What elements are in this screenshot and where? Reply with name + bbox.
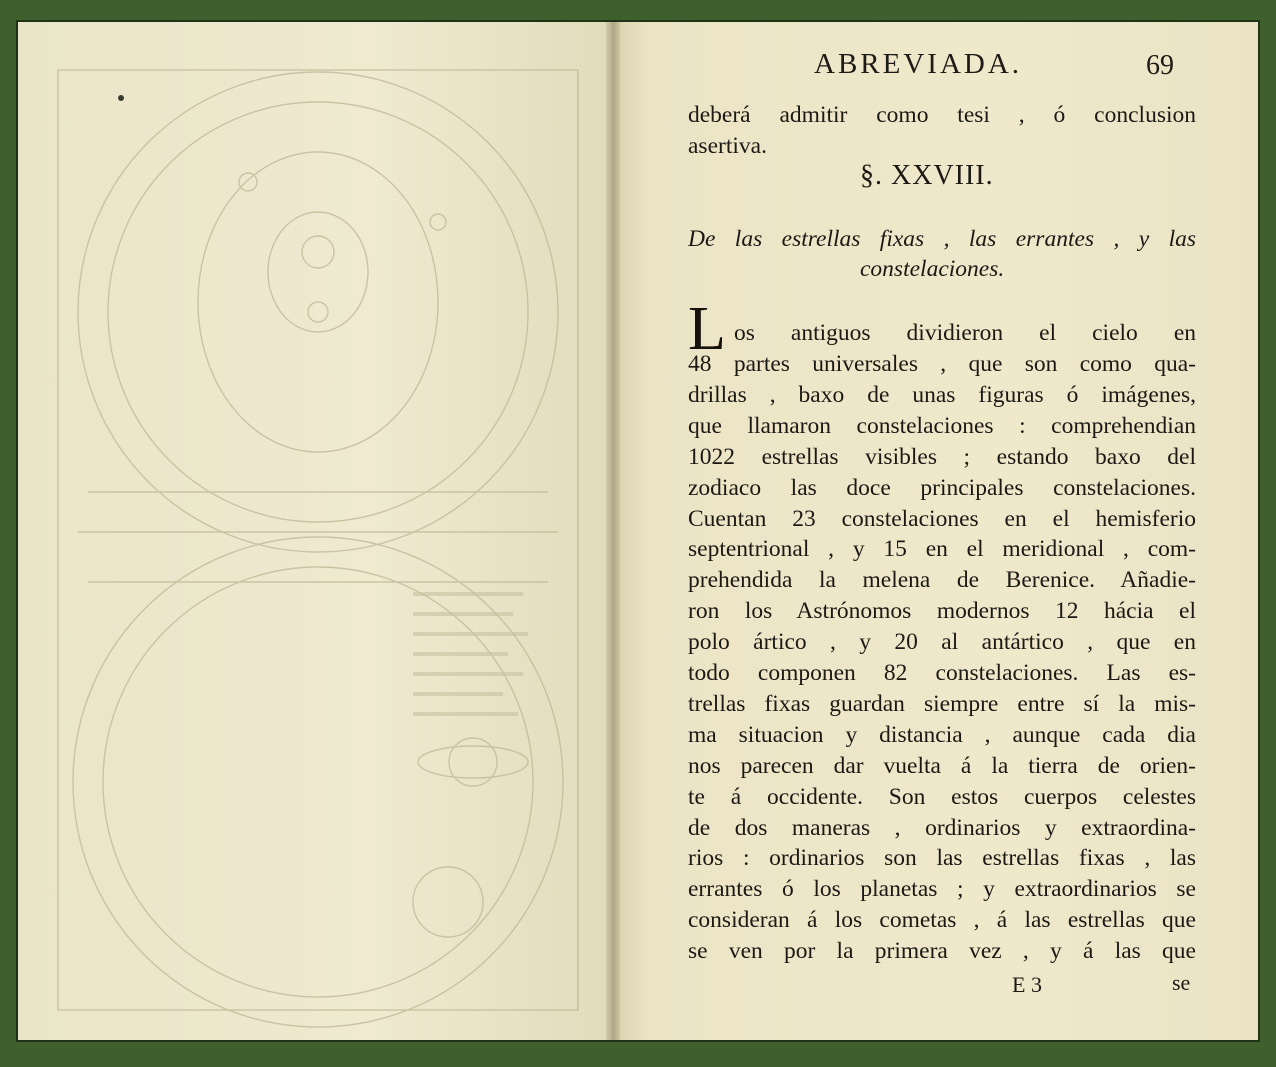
text-line: septentrional , y 15 en el meridional , com- [688,536,1196,563]
paragraph-first-line: os antiguos dividieron el cielo en [734,320,1196,346]
text-line: rios : ordinarios son las estrellas fixas , las [688,845,1196,872]
text-line: ma situacion y distancia , aunque cada dia [688,721,1196,748]
text-line: ron los Astrónomos modernos 12 hácia el [688,598,1196,625]
section-subtitle-line-2: constelaciones. [860,256,1005,282]
text-line: consideran á los cometas , á las estrellas que [688,907,1196,934]
page-number: 69 [1146,50,1174,81]
signature-mark: E 3 [1012,972,1042,997]
text-line: 1022 estrellas visibles ; estando baxo del [688,443,1196,470]
text-line: drillas , baxo de unas figuras ó imágenes, [688,381,1196,408]
text-line: todo componen 82 constelaciones. Las es- [688,660,1196,686]
text-line: nos parecen dar vuelta á la tierra de orien- [688,752,1196,779]
left-page [18,22,612,1040]
text-line: 48 partes universales , que son como qua- [688,351,1196,377]
text-line: trellas fixas guardan siempre entre sí la mis- [688,690,1196,717]
text-line: prehendida la melena de Berenice. Añadie- [688,567,1196,594]
running-title: ABREVIADA. [814,48,1023,80]
text-line: Cuentan 23 constelaciones en el hemisferio [688,505,1196,532]
text-line: que llamaron constelaciones : comprehendian [688,412,1196,439]
section-subtitle-line-1: De las estrellas fixas , las errantes , y las [688,226,1196,252]
text-line: de dos maneras , ordinarios y extraordina- [688,814,1196,841]
text-line: te á occidente. Son estos cuerpos celestes [688,783,1196,810]
drop-cap: L [688,295,726,363]
text-line: asertiva. [688,133,767,159]
catchword: se [1172,970,1191,995]
text-line: zodiaco las doce principales constelaciones. [688,474,1196,501]
text-line: se ven por la primera vez , y á las que [688,938,1196,965]
text-line: errantes ó los planetas ; y extraordinarios se [688,876,1196,903]
text-line: deberá admitir como tesi , ó conclusion [688,102,1196,128]
text-line: polo ártico , y 20 al antártico , que en [688,629,1196,656]
bleed-through-engraving [18,22,612,1044]
book-gutter [606,22,620,1040]
section-heading: §. XXVIII. [860,160,994,191]
